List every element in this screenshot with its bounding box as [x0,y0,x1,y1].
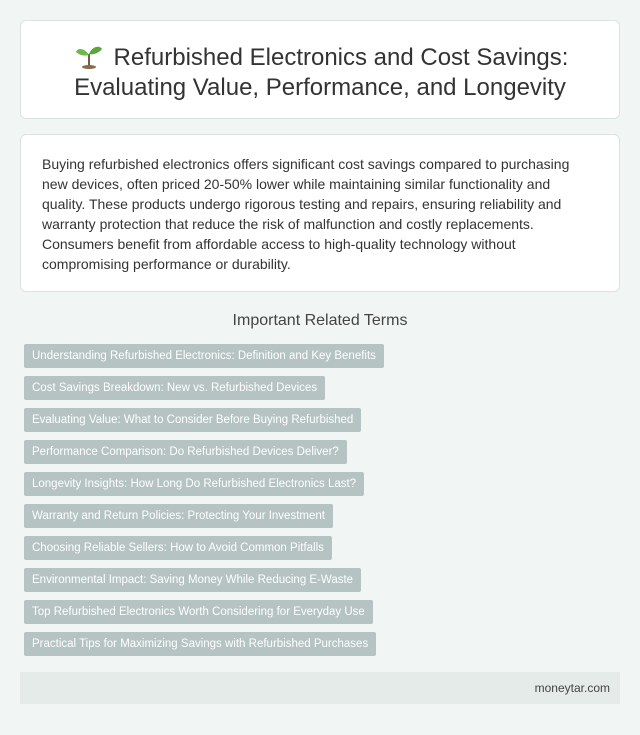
terms-list [24,344,624,664]
summary-text: Buying refurbished electronics offers significant cost savings compared to purchasing new devices, often priced 20-50% lower while maintaining similar functionality and quality. These products undergo rigorous testing and repairs, ensuring reliability and warranty protection that reduce the risk of malfunction and costly replacements. Consumers benefit from affordable access to high-quality technology without compromising performance or durability. [42,156,570,272]
term-link[interactable]: Environmental Impact: Saving Money While Reducing E-Waste [24,568,361,592]
summary-card [20,134,620,292]
terms-heading: Important Related Terms [232,312,408,329]
term-link[interactable]: Choosing Reliable Sellers: How to Avoid Common Pitfalls [24,536,332,560]
term-link[interactable]: Evaluating Value: What to Consider Before Buying Refurbished [24,408,361,432]
term-link[interactable]: Performance Comparison: Do Refurbished Devices Deliver? [24,440,347,464]
page-title [21,43,619,103]
title-card [20,20,620,119]
term-link[interactable]: Understanding Refurbished Electronics: Definition and Key Benefits [24,344,384,368]
term-link[interactable]: Top Refurbished Electronics Worth Considering for Everyday Use [24,600,373,624]
term-link[interactable]: Warranty and Return Policies: Protecting Your Investment [24,504,333,528]
title-line-1: Refurbished Electronics and Cost Savings: [113,44,569,71]
footer [20,672,620,704]
term-link[interactable]: Cost Savings Breakdown: New vs. Refurbished Devices [24,376,325,400]
term-link[interactable]: Longevity Insights: How Long Do Refurbished Electronics Last? [24,472,364,496]
footer-site[interactable]: moneytar.com [534,681,610,695]
title-line-2: Evaluating Value, Performance, and Longevity [74,74,566,101]
term-link[interactable]: Practical Tips for Maximizing Savings with Refurbished Purchases [24,632,376,656]
seedling-icon [72,43,106,69]
